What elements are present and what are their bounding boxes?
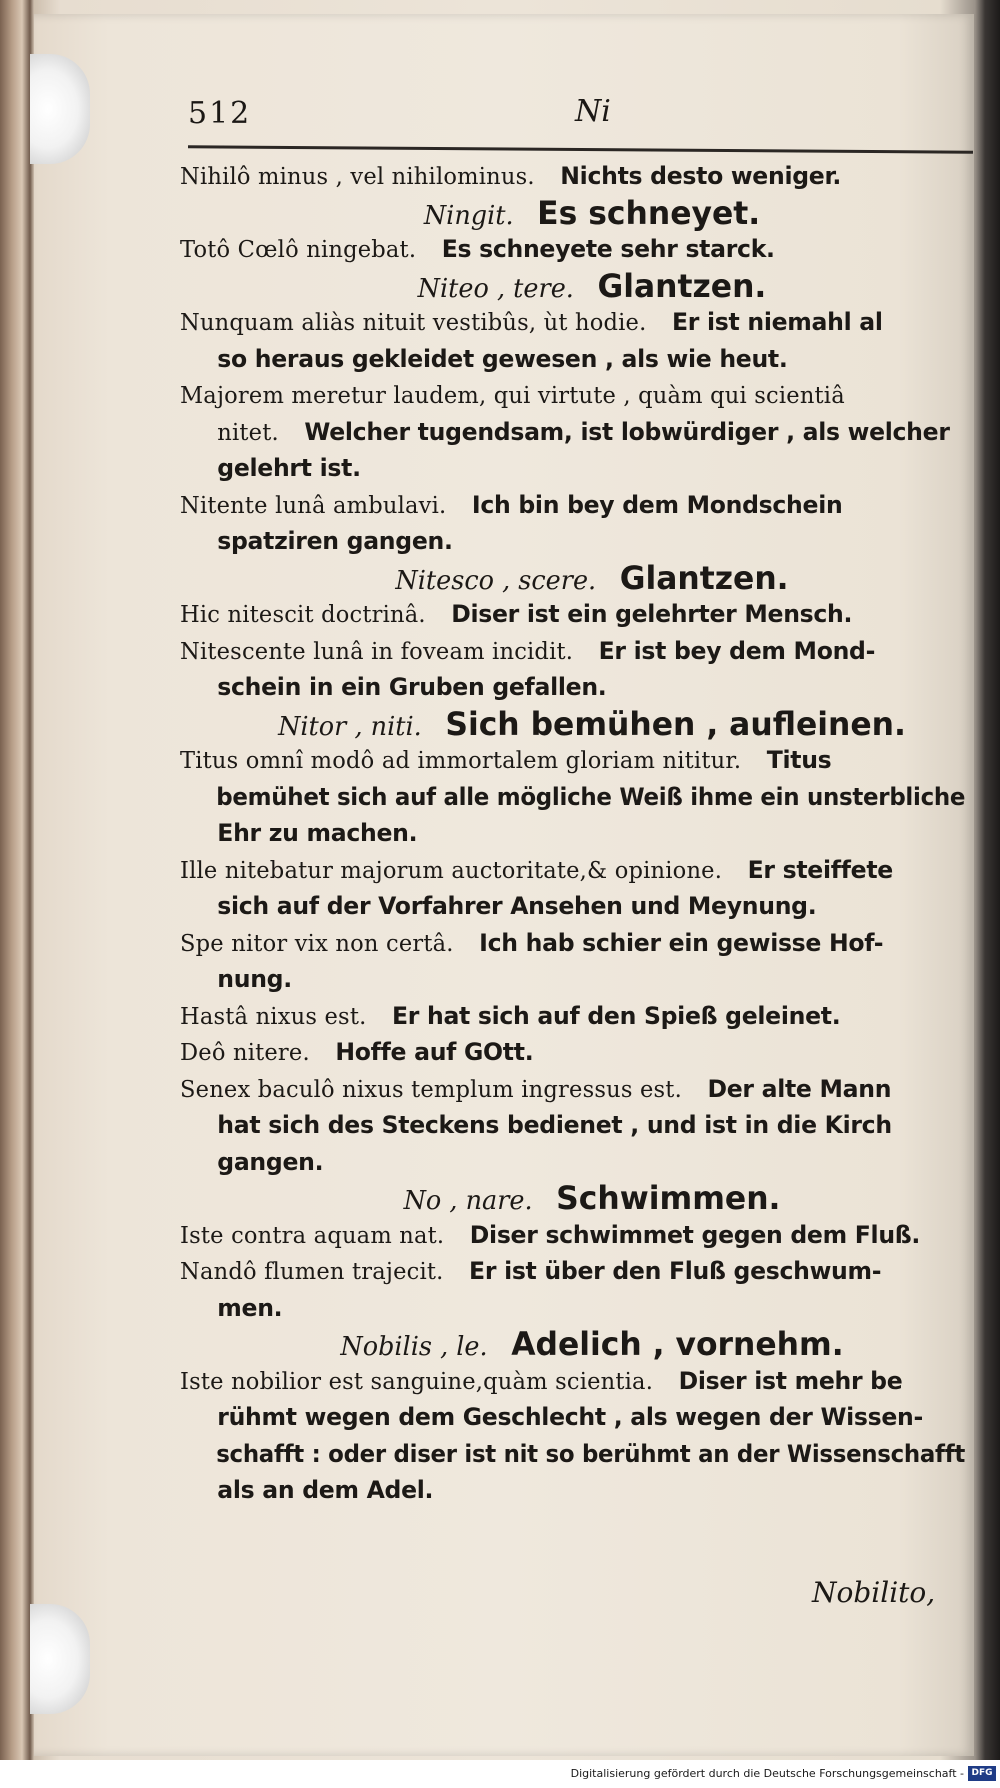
latin-text: Iste contra aquam nat. xyxy=(180,1222,445,1249)
headword-german: Schwimmen. xyxy=(556,1179,781,1217)
german-text: sich auf der Vorfahrer Ansehen und Meynung. xyxy=(217,892,817,920)
continuation-line xyxy=(180,341,965,378)
german-text: Er ist über den Fluß geschwum- xyxy=(469,1257,882,1285)
german-text: als an dem Adel. xyxy=(217,1476,434,1504)
entry-line xyxy=(180,852,965,889)
german-text: nung. xyxy=(217,965,292,993)
headword-line xyxy=(180,268,965,305)
headword-latin: Nobilis , le. xyxy=(340,1332,488,1362)
entry-line xyxy=(180,1071,965,1108)
entry-line xyxy=(180,1217,965,1254)
latin-text: Titus omnî modô ad immortalem gloriam nititur. xyxy=(180,748,742,774)
entry-line xyxy=(180,1253,965,1290)
headword-latin: Nitor , niti. xyxy=(278,711,422,742)
german-text: men. xyxy=(217,1293,283,1322)
headword-line xyxy=(180,706,965,743)
page-number: 512 xyxy=(188,96,252,131)
entry-line xyxy=(180,1363,965,1400)
german-text: gangen. xyxy=(217,1147,324,1176)
headword-line xyxy=(180,1180,965,1217)
german-text: Ich hab schier ein gewisse Hof- xyxy=(479,928,884,957)
continuation-line xyxy=(180,779,966,816)
entry-line xyxy=(180,633,965,670)
entry-line xyxy=(180,742,965,779)
continuation-line xyxy=(180,888,965,925)
continuation-line xyxy=(180,450,965,487)
latin-text: Iste nobilior est sanguine,quàm scientia. xyxy=(180,1368,654,1395)
entry-line xyxy=(180,304,965,341)
entry-line xyxy=(180,158,965,195)
headword-german: Sich bemühen , aufleinen. xyxy=(445,704,906,743)
german-text: so heraus gekleidet gewesen , als wie heut. xyxy=(217,344,788,373)
continuation-line xyxy=(180,1472,965,1509)
headword-latin: No , nare. xyxy=(403,1186,533,1216)
german-text: bemühet sich auf alle mögliche Weiß ihme ein unsterbliche xyxy=(216,782,966,811)
german-text: Er ist niemahl al xyxy=(671,308,883,336)
continuation-line xyxy=(180,1107,965,1144)
german-text: Er hat sich auf den Spieß geleinet. xyxy=(391,1001,841,1030)
headword-line xyxy=(180,1326,965,1363)
page-clip-top xyxy=(30,54,90,164)
headword-german: Adelich , vornehm. xyxy=(511,1325,844,1363)
latin-text: Majorem meretur laudem, qui virtute , quàm qui scientiâ xyxy=(180,383,845,409)
latin-text: Totô Cœlô ningebat. xyxy=(180,237,417,263)
german-text: Es schneyete sehr starck. xyxy=(441,235,775,263)
dfg-logo: DFG xyxy=(968,1766,996,1781)
dictionary-text xyxy=(180,158,980,1509)
continuation-line xyxy=(180,1399,965,1436)
entry-line xyxy=(180,925,965,962)
german-text: Diser ist mehr be xyxy=(678,1366,903,1395)
latin-text: Nunquam aliàs nituit vestibûs, ùt hodie. xyxy=(180,310,647,336)
german-text: Welcher tugendsam, ist lobwürdiger , als welcher xyxy=(304,417,950,446)
footer-credit: Digitalisierung gefördert durch die Deutsche Forschungsgemeinschaft - xyxy=(570,1767,964,1780)
german-text: schafft : oder diser ist nit so berühmt an der Wissenschafft xyxy=(216,1439,966,1468)
running-head: Ni xyxy=(575,94,611,129)
catchword: Nobilito, xyxy=(812,1576,936,1609)
latin-text: Spe nitor vix non certâ. xyxy=(180,930,454,957)
headword-line xyxy=(180,195,965,232)
latin-text: Deô nitere. xyxy=(180,1040,310,1066)
headword-latin: Nitesco , scere. xyxy=(395,565,597,596)
headword-line xyxy=(180,560,965,597)
latin-text: Nitente lunâ ambulavi. xyxy=(180,492,447,519)
digitization-footer xyxy=(0,1760,1000,1788)
entry-line xyxy=(180,487,965,524)
latin-text: Hastâ nixus est. xyxy=(180,1003,367,1030)
continuation-line xyxy=(180,669,965,706)
german-text: Ich bin bey dem Mondschein xyxy=(471,490,843,519)
latin-text: Hic nitescit doctrinâ. xyxy=(180,602,426,628)
german-text: Diser schwimmet gegen dem Fluß. xyxy=(469,1220,921,1249)
page-header xyxy=(150,96,960,146)
page-clip-bottom xyxy=(30,1604,90,1714)
continuation-line xyxy=(180,523,965,560)
headword-german: Glantzen. xyxy=(597,266,767,305)
latin-text: Nandô flumen trajecit. xyxy=(180,1259,444,1285)
german-text: hat sich des Steckens bedienet , und ist in die Kirch xyxy=(217,1111,892,1139)
continuation-line xyxy=(180,1144,965,1181)
latin-text: Senex baculô nixus templum ingressus est. xyxy=(180,1076,682,1103)
german-text: Der alte Mann xyxy=(707,1074,892,1103)
german-text: Er steiffete xyxy=(747,855,893,884)
german-text: Diser ist ein gelehrter Mensch. xyxy=(451,600,853,628)
german-text: schein in ein Gruben gefallen. xyxy=(217,673,607,701)
german-text: Titus xyxy=(766,746,832,774)
german-text: gelehrt ist. xyxy=(217,454,361,482)
entry-line xyxy=(180,1034,965,1071)
german-text: Nichts desto weniger. xyxy=(560,162,842,190)
continuation-line xyxy=(180,815,965,852)
entry-line xyxy=(180,377,965,414)
entry-line xyxy=(180,596,965,633)
headword-german: Glantzen. xyxy=(619,558,789,597)
headword-latin: Niteo , tere. xyxy=(417,273,574,304)
latin-text: nitet. xyxy=(217,419,279,446)
german-text: Er ist bey dem Mond- xyxy=(598,636,876,665)
entry-line xyxy=(180,231,965,268)
latin-text: Ille nitebatur majorum auctoritate,& opinione. xyxy=(180,857,723,884)
headword-german: Es schneyet. xyxy=(537,193,761,232)
continuation-line xyxy=(180,414,965,451)
continuation-line xyxy=(180,961,965,998)
german-text: rühmt wegen dem Geschlecht , als wegen der Wissen- xyxy=(217,1403,923,1431)
continuation-line xyxy=(180,1436,966,1473)
latin-text: Nitescente lunâ in foveam incidit. xyxy=(180,638,574,665)
german-text: Hoffe auf GOtt. xyxy=(335,1038,534,1066)
entry-line xyxy=(180,998,965,1035)
german-text: spatziren gangen. xyxy=(217,527,453,555)
continuation-line xyxy=(180,1290,965,1327)
latin-text: Nihilô minus , vel nihilominus. xyxy=(180,164,535,190)
german-text: Ehr zu machen. xyxy=(217,819,418,847)
headword-latin: Ningit. xyxy=(423,200,514,231)
